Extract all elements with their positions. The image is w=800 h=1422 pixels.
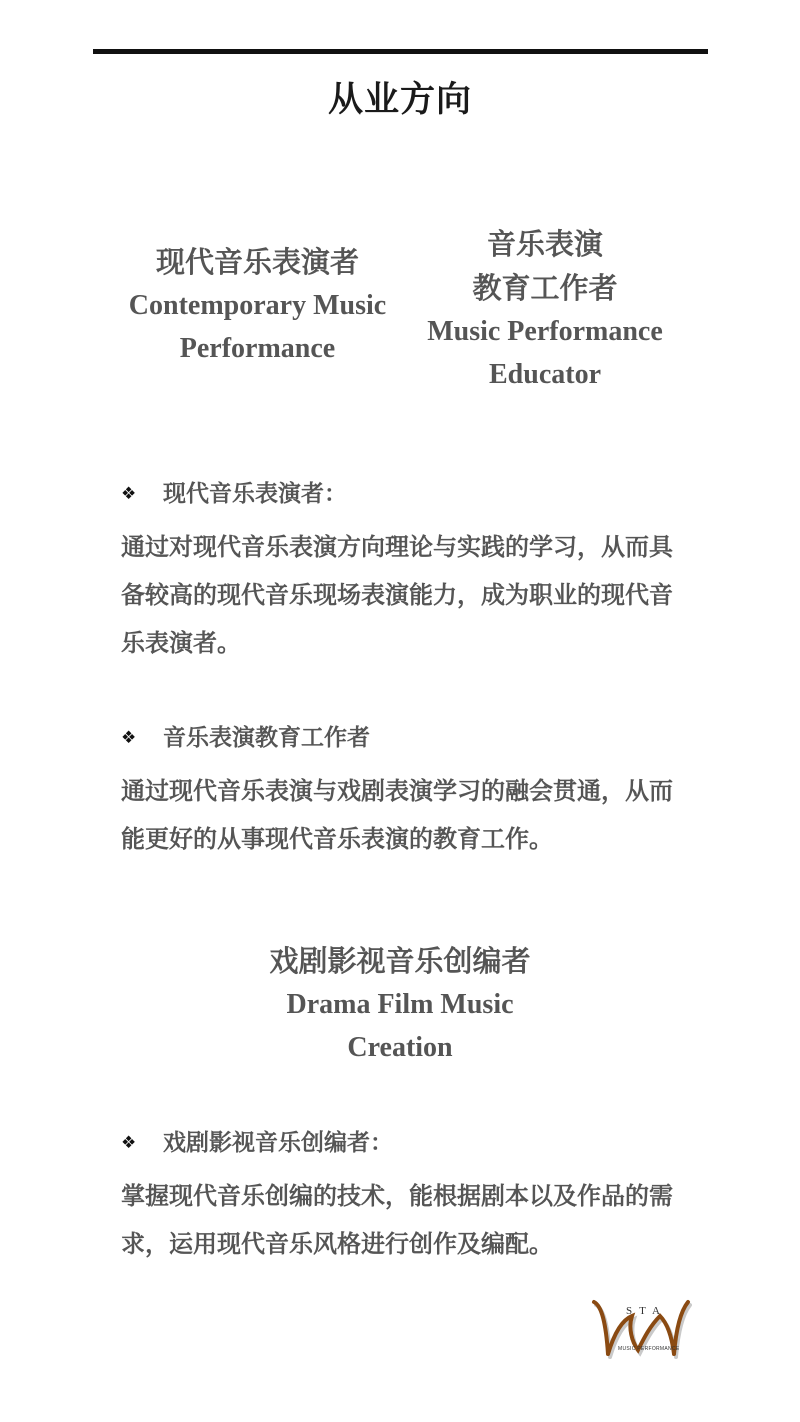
- career-title-zh-line2: 教育工作者: [472, 271, 618, 305]
- section-contemporary-performer: [121, 478, 681, 667]
- section-body: 掌握现代音乐创编的技术，能根据剧本以及作品的需求，运用现代音乐风格进行创作及编配。: [121, 1181, 673, 1258]
- section-heading: [121, 722, 681, 754]
- section-drama-film-creator: [121, 1127, 681, 1268]
- sta-logo: [588, 1294, 692, 1362]
- career-title-en-line2: Creation: [347, 1032, 453, 1063]
- career-title-drama-film-creator: [200, 939, 600, 1069]
- career-title-performance-educator: [405, 222, 685, 396]
- career-title-zh: 戏剧影视音乐创编者: [269, 944, 531, 978]
- section-label: 戏剧影视音乐创编者：: [163, 1129, 393, 1156]
- career-title-en-line1: Drama Film Music: [286, 989, 514, 1020]
- section-heading: [121, 478, 681, 510]
- page-title: 从业方向: [327, 79, 472, 120]
- diamond-bullet-icon: ❖: [121, 1133, 137, 1153]
- section-performance-educator: [121, 722, 681, 863]
- logo-subtext: MUSIC PERFORMANCE: [618, 1346, 680, 1352]
- diamond-bullet-icon: ❖: [121, 484, 137, 504]
- top-divider: [93, 49, 708, 54]
- career-title-en-line2: Performance: [179, 333, 336, 364]
- career-title-zh: 现代音乐表演者: [155, 245, 359, 279]
- career-title-contemporary-performer: [100, 240, 415, 370]
- career-title-zh-line1: 音乐表演: [486, 227, 603, 261]
- section-heading: [121, 1127, 681, 1159]
- diamond-bullet-icon: ❖: [121, 728, 137, 748]
- section-label: 现代音乐表演者：: [163, 480, 347, 507]
- section-label: 音乐表演教育工作者: [163, 724, 370, 751]
- career-title-en-line1: Music Performance: [427, 316, 663, 347]
- career-title-en-line1: Contemporary Music: [128, 290, 387, 321]
- logo-text: STA: [626, 1305, 667, 1317]
- section-body: 通过对现代音乐表演方向理论与实践的学习，从而具备较高的现代音乐现场表演能力，成为职业的现代音乐表演者。: [121, 532, 673, 657]
- section-body: 通过现代音乐表演与戏剧表演学习的融会贯通，从而能更好的从事现代音乐表演的教育工作。: [121, 776, 673, 853]
- career-title-en-line2: Educator: [489, 359, 601, 390]
